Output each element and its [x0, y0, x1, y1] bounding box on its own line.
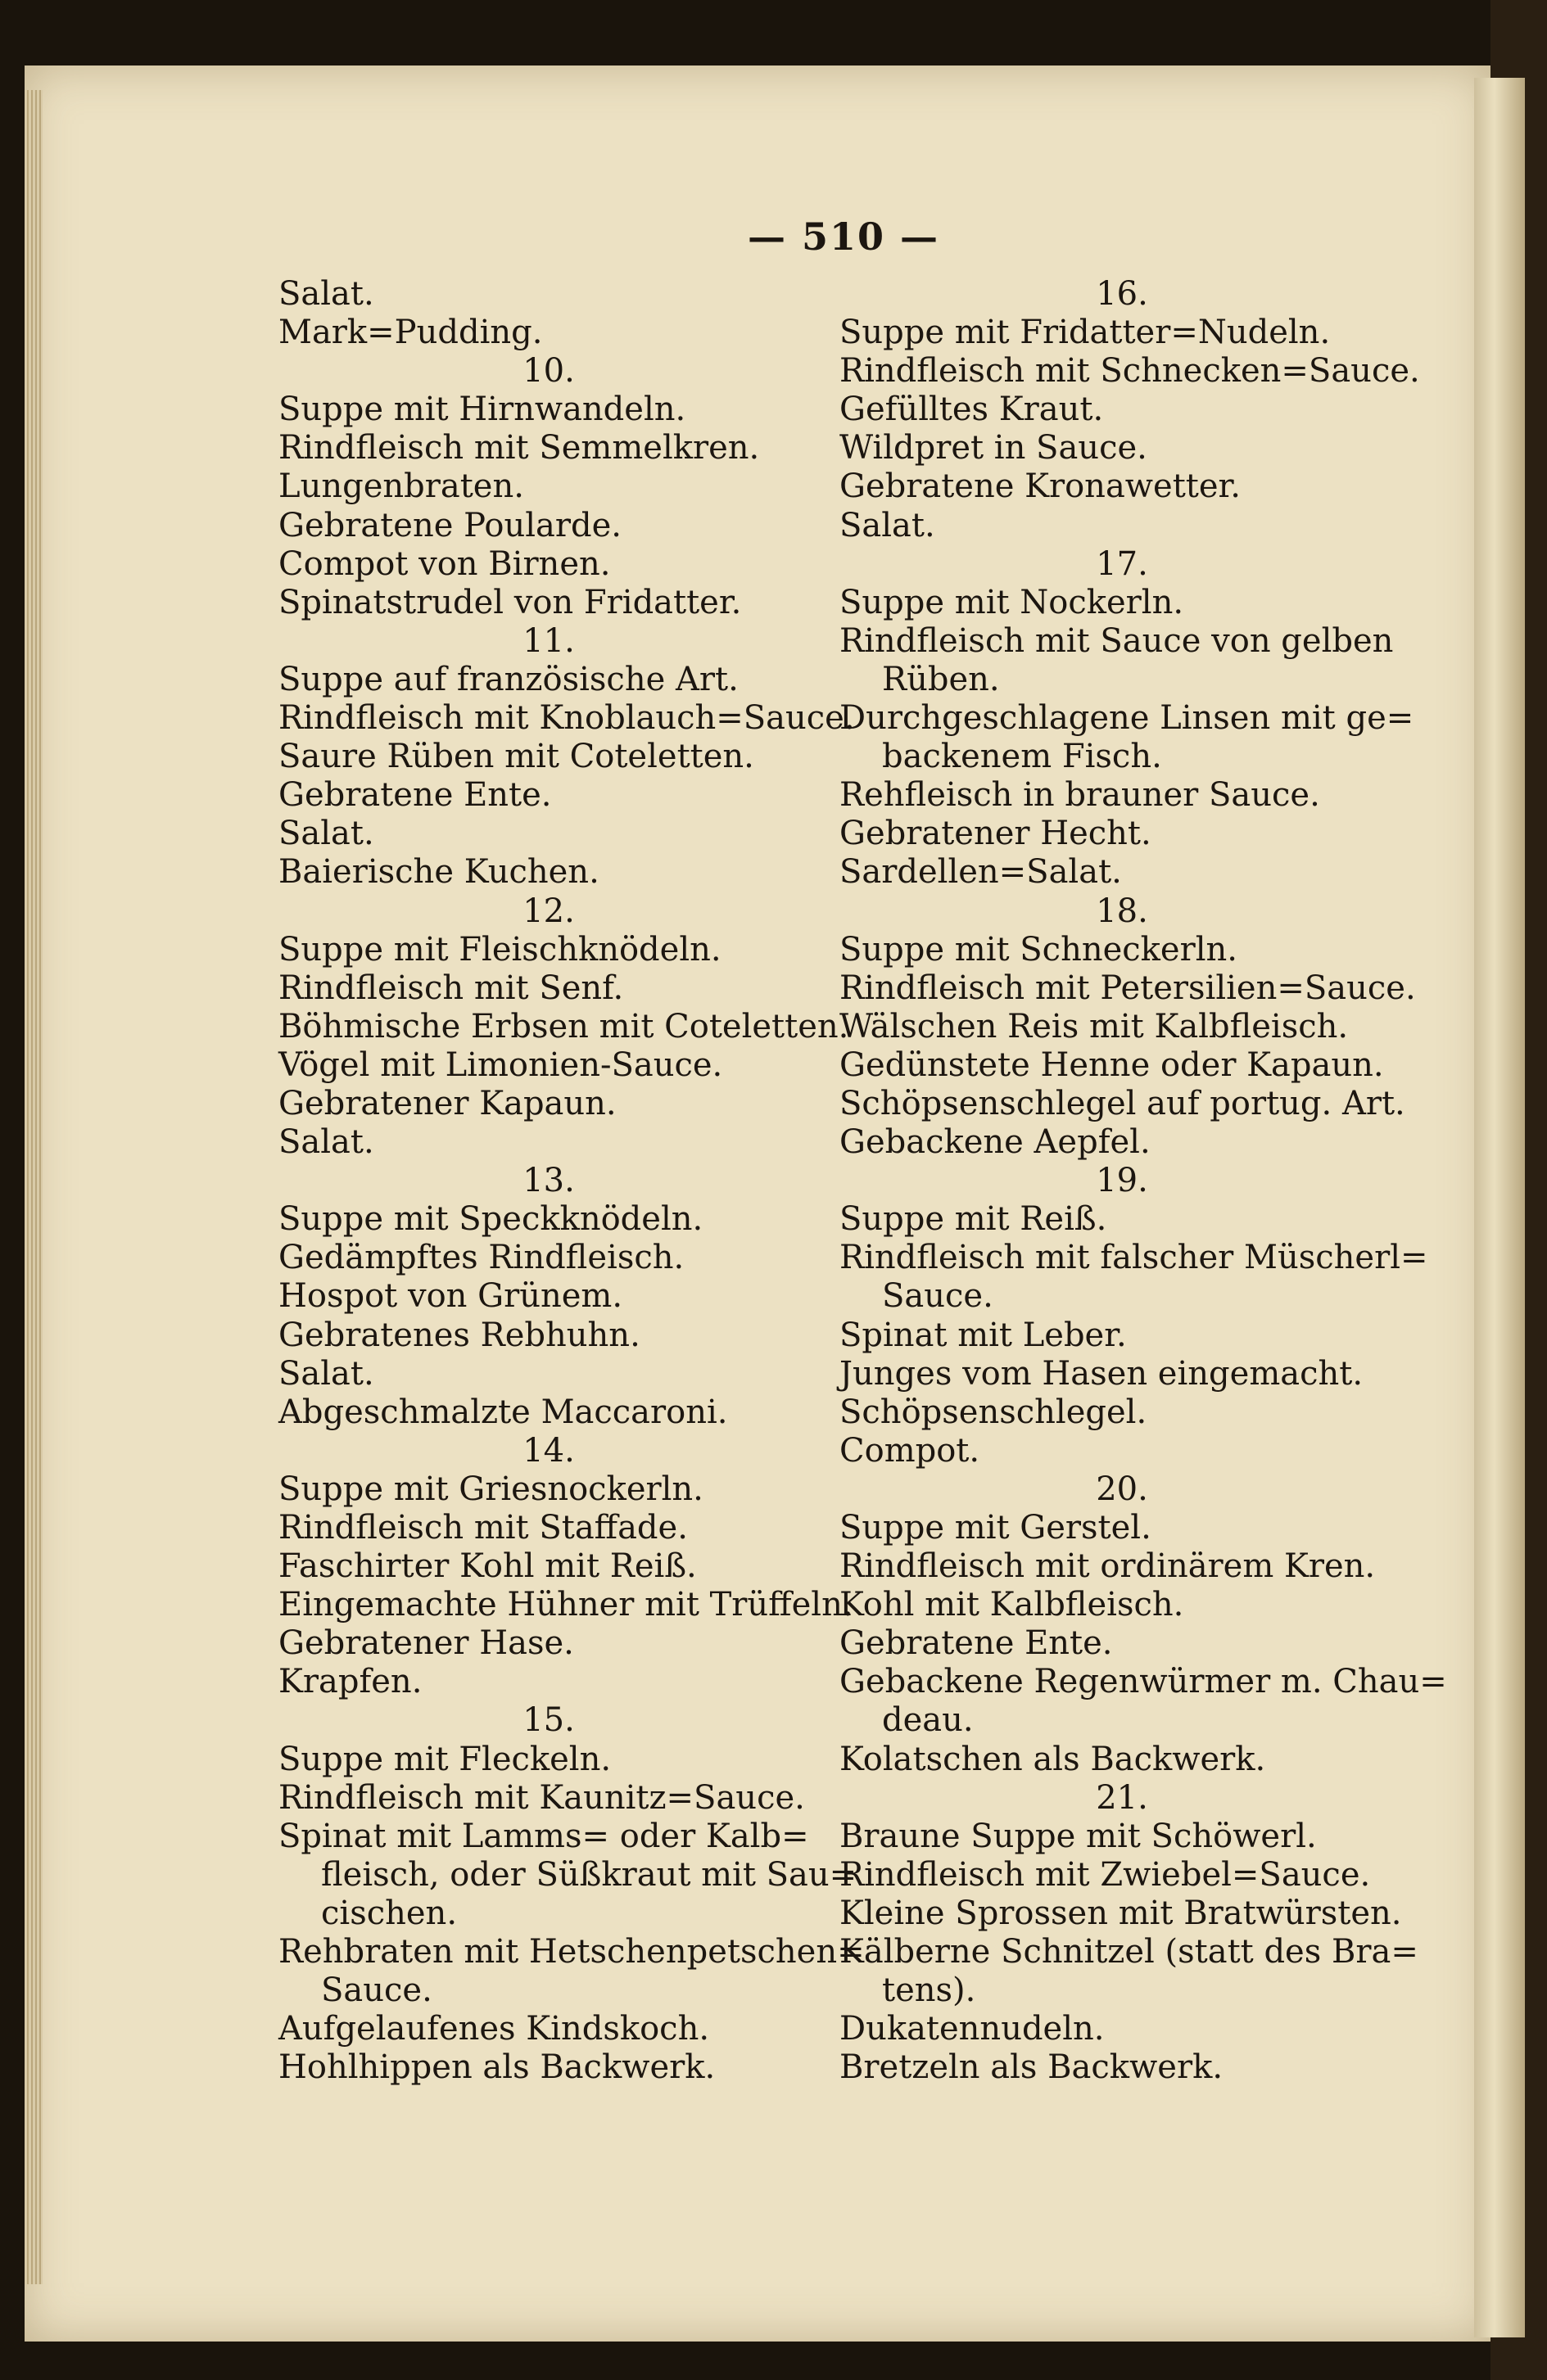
menu-item: Suppe mit Griesnockerln.: [278, 1470, 703, 1508]
menu-item: Suppe mit Speckknödeln.: [278, 1200, 703, 1239]
menu-item: Gebratener Kapaun.: [278, 1084, 617, 1122]
menu-item: Mark=Pudding.: [278, 314, 543, 352]
menu-item: Gedämpftes Rindfleisch.: [278, 1239, 685, 1277]
menu-number: 11.: [522, 621, 575, 660]
menu-number: 19.: [1096, 1162, 1148, 1200]
menu-number: 20.: [1096, 1470, 1148, 1508]
menu-item-continuation: cischen.: [321, 1894, 458, 1932]
menu-item: Kälberne Schnitzel (statt des Bra=: [839, 1933, 1418, 1971]
menu-item-continuation: Sauce.: [321, 1971, 432, 2010]
menu-item: Salat.: [839, 506, 935, 544]
menu-item: Dukatennudeln.: [839, 2010, 1105, 2048]
menu-item: Salat.: [278, 1354, 374, 1393]
menu-item: Wildpret in Sauce.: [839, 429, 1147, 467]
menu-item: Suppe mit Nockerln.: [839, 583, 1184, 621]
menu-item: Gebratene Poularde.: [278, 506, 622, 544]
menu-item: Bretzeln als Backwerk.: [839, 2048, 1224, 2087]
menu-item: Schöpsenschlegel.: [839, 1393, 1147, 1431]
menu-item: Gebackene Aepfel.: [839, 1123, 1151, 1162]
menu-item: Rindfleisch mit ordinärem Kren.: [839, 1547, 1376, 1586]
menu-item: Durchgeschlagene Linsen mit ge=: [839, 699, 1414, 738]
menu-number: 16.: [1096, 275, 1148, 313]
menu-item: Kolatschen als Backwerk.: [839, 1740, 1266, 1778]
menu-item: Braune Suppe mit Schöwerl.: [839, 1817, 1317, 1855]
menu-item: Salat.: [278, 1123, 374, 1162]
menu-item: Wälschen Reis mit Kalbfleisch.: [839, 1007, 1349, 1045]
menu-item-continuation: deau.: [882, 1701, 974, 1740]
menu-item: Rindfleisch mit Knoblauch=Sauce.: [278, 699, 855, 738]
menu-item: Eingemachte Hühner mit Trüffeln.: [278, 1586, 853, 1624]
page-gutter: [1474, 78, 1525, 2337]
menu-item: Gebratene Ente.: [278, 776, 552, 815]
menu-item-continuation: tens).: [882, 1971, 976, 2010]
menu-item-continuation: backenem Fisch.: [882, 738, 1162, 776]
menu-item-continuation: fleisch, oder Süßkraut mit Sau=: [321, 1855, 857, 1894]
menu-item: Aufgelaufenes Kindskoch.: [278, 2010, 710, 2048]
menu-item-continuation: Rüben.: [882, 660, 1000, 698]
menu-item: Gebratener Hecht.: [839, 815, 1151, 853]
menu-item: Saure Rüben mit Coteletten.: [278, 738, 754, 776]
menu-item: Compot.: [839, 1431, 980, 1470]
menu-item: Spinat mit Leber.: [839, 1316, 1127, 1354]
menu-item: Hospot von Grünem.: [278, 1277, 623, 1316]
menu-item: Gebratener Hase.: [278, 1624, 574, 1663]
menu-item: Baierische Kuchen.: [278, 853, 599, 892]
menu-item: Gefülltes Kraut.: [839, 391, 1104, 429]
menu-number: 18.: [1096, 892, 1148, 930]
menu-item: Spinatstrudel von Fridatter.: [278, 583, 742, 621]
menu-number: 13.: [522, 1162, 575, 1200]
menu-number: 17.: [1096, 544, 1148, 583]
menu-number: 15.: [522, 1701, 575, 1740]
menu-item: Rehfleisch in brauner Sauce.: [839, 776, 1320, 815]
menu-item: Kleine Sprossen mit Bratwürsten.: [839, 1894, 1402, 1932]
menu-item: Suppe auf französische Art.: [278, 660, 739, 698]
menu-item: Suppe mit Reiß.: [839, 1200, 1107, 1239]
menu-item: Junges vom Hasen eingemacht.: [839, 1354, 1364, 1393]
menu-item: Abgeschmalzte Maccaroni.: [278, 1393, 728, 1431]
menu-number: 14.: [522, 1431, 575, 1470]
menu-item: Suppe mit Schneckerln.: [839, 930, 1237, 969]
menu-item: Suppe mit Hirnwandeln.: [278, 391, 686, 429]
menu-item: Hohlhippen als Backwerk.: [278, 2048, 716, 2087]
menu-column-left: [278, 275, 865, 2087]
menu-item: Schöpsenschlegel auf portug. Art.: [839, 1084, 1405, 1122]
menu-item: Rindfleisch mit falscher Müscherl=: [839, 1239, 1428, 1277]
menu-item: Faschirter Kohl mit Reiß.: [278, 1547, 697, 1586]
menu-item: Kohl mit Kalbfleisch.: [839, 1586, 1184, 1624]
menu-item: Böhmische Erbsen mit Coteletten.: [278, 1007, 849, 1045]
menu-item: Suppe mit Fridatter=Nudeln.: [839, 314, 1331, 352]
menu-item: Vögel mit Limonien-Sauce.: [278, 1045, 723, 1084]
menu-item: Rindfleisch mit Senf.: [278, 969, 624, 1007]
menu-item: Suppe mit Fleischknödeln.: [278, 930, 721, 969]
page-edges: [25, 90, 43, 2284]
menu-item: Spinat mit Lamms= oder Kalb=: [278, 1817, 809, 1855]
menu-item: Sardellen=Salat.: [839, 853, 1122, 892]
menu-item: Rindfleisch mit Schnecken=Sauce.: [839, 352, 1420, 391]
menu-item: Suppe mit Gerstel.: [839, 1509, 1151, 1547]
menu-item: Gebratenes Rebhuhn.: [278, 1316, 640, 1354]
page-number: — 510 —: [747, 215, 940, 259]
menu-item: Suppe mit Fleckeln.: [278, 1740, 612, 1778]
menu-item: Gedünstete Henne oder Kapaun.: [839, 1045, 1384, 1084]
menu-item: Rindfleisch mit Kaunitz=Sauce.: [278, 1778, 805, 1817]
menu-item-continuation: Sauce.: [882, 1277, 993, 1316]
menu-item: Rindfleisch mit Sauce von gelben: [839, 621, 1394, 660]
menu-item: Rindfleisch mit Semmelkren.: [278, 429, 760, 467]
menu-item: Krapfen.: [278, 1663, 423, 1701]
menu-item: Gebratene Ente.: [839, 1624, 1113, 1663]
menu-item: Rindfleisch mit Petersilien=Sauce.: [839, 969, 1416, 1007]
menu-item: Gebackene Regenwürmer m. Chau=: [839, 1663, 1447, 1701]
menu-item: Salat.: [278, 815, 374, 853]
menu-item: Gebratene Kronawetter.: [839, 467, 1241, 506]
menu-item: Compot von Birnen.: [278, 544, 611, 583]
menu-item: Rindfleisch mit Zwiebel=Sauce.: [839, 1855, 1371, 1894]
menu-item: Rindfleisch mit Staffade.: [278, 1509, 688, 1547]
menu-column-right: [839, 275, 1447, 2087]
menu-item: Salat.: [278, 275, 374, 313]
menu-number: 10.: [522, 352, 575, 391]
menu-item: Rehbraten mit Hetschenpetschen=: [278, 1933, 865, 1971]
menu-item: Lungenbraten.: [278, 467, 524, 506]
menu-number: 12.: [522, 892, 575, 930]
menu-number: 21.: [1096, 1778, 1148, 1817]
